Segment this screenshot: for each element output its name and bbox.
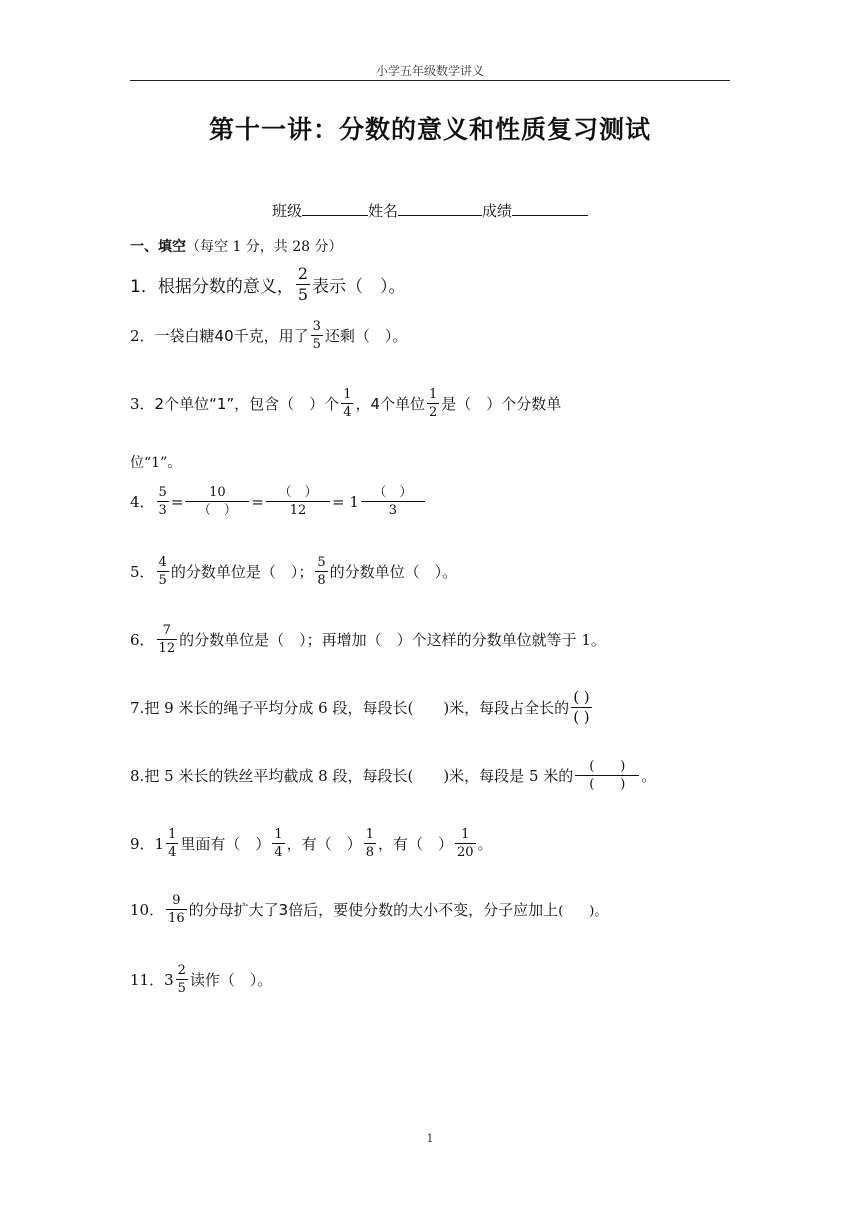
question-number: 5． [130,563,155,581]
denominator: 2 [429,405,438,420]
page-number: 1 [426,1132,434,1145]
question-number: 8. [130,766,145,785]
question-text: 把 5 米长的铁丝平均截成 8 段，每段长( )米，每段是 5 米的 [144,767,574,785]
numerator: 2 [177,963,186,978]
numerator: ( ) [589,759,626,774]
question-number: 10． [130,901,165,919]
numerator: 1 [343,387,352,402]
equals-sign: = [170,492,184,511]
question-text: ( )。 [558,904,608,919]
question-number: 2． [130,327,155,345]
question-5 [130,556,457,587]
numerator: 4 [158,555,167,570]
score-blank[interactable] [512,201,588,216]
class-label: 班级 [271,202,302,220]
question-text: 一袋白糖40千克，用了 [154,327,309,345]
score-label: 成绩 [482,202,513,220]
denominator: 5 [177,981,186,996]
question-3 [130,388,561,419]
numerator: 9 [172,893,181,908]
denominator: 8 [365,845,374,860]
question-text: 的分数单位是（ ）； [170,563,314,581]
question-number: 9． [130,835,155,853]
question-text: 的分数单位是（ ）；再增加（ ）个这样的分数单位就等 [179,631,562,649]
numerator: 1 [168,827,177,842]
denominator: 3 [158,503,167,518]
fraction [176,964,188,995]
section-heading [130,236,343,256]
question-7 [130,690,594,725]
question-number: 3． [130,395,155,413]
question-number: 7. [130,698,145,717]
denominator: ( ) [573,708,590,726]
numerator: ( ) [573,688,590,706]
fraction [272,828,284,859]
question-number: 4． [130,493,155,511]
denominator: 4 [274,845,283,860]
section-label: 一、填空 [130,239,186,255]
denominator: 20 [456,845,474,860]
denominator: 12 [266,501,330,517]
question-4 [130,486,427,517]
fraction [364,828,376,859]
question-10 [130,894,607,925]
numerator: 7 [162,623,171,638]
fraction [341,388,353,419]
fraction [575,760,639,791]
fraction [315,556,327,587]
denominator: 12 [158,641,176,656]
header-rule [130,80,730,81]
question-text: 表示（ ）。 [312,277,406,297]
question-8 [130,760,656,791]
question-text: 里面有（ ） [180,835,271,853]
question-text: 把 9 米长的绳子平均分成 6 段，每段长( )米，每段占全长的 [144,699,570,717]
numerator: 3 [312,319,321,334]
fraction [266,486,330,517]
question-11 [130,964,272,995]
fraction [166,894,187,925]
question-1 [130,266,406,303]
equals-one: = 1 [331,492,359,511]
fraction [455,828,476,859]
question-2 [130,320,407,351]
denominator: 4 [168,845,177,860]
mixed-number [155,828,181,859]
question-text: ，有（ ） [286,835,362,853]
numerator: 10 [209,485,226,500]
question-number: 1． [130,277,158,297]
denominator: 16 [168,911,185,926]
question-6 [130,624,606,655]
fraction [361,486,425,517]
class-blank[interactable] [302,201,368,216]
question-text: 。 [477,835,493,853]
fraction [311,320,323,351]
fraction [157,624,178,655]
whole-part: 1 [154,834,165,853]
whole-part: 3 [164,970,174,989]
question-number: 11． [130,971,165,989]
student-info-line [0,200,860,221]
question-text: ，4个单位 [355,395,426,413]
question-number: 6． [130,631,155,649]
numerator: （ ） [373,485,413,500]
fraction [157,486,169,517]
denominator: 5 [297,285,309,304]
numerator: 5 [317,555,326,570]
fraction [157,556,169,587]
fraction [427,388,439,419]
equals-sign: = [251,492,264,511]
denominator: （ ） [185,501,249,517]
question-text: 还剩（ ）。 [324,327,408,345]
question-text: 2个单位“1”，包含（ ）个 [154,395,340,413]
mixed-number [164,964,190,995]
denominator: 3 [361,501,425,517]
numerator: 2 [297,264,309,283]
denominator: 4 [343,405,352,420]
question-text: 于 1。 [561,631,606,649]
question-3-continued: 位“1”。 [130,455,182,471]
question-9 [130,828,493,859]
numerator: 1 [461,827,470,842]
denominator: 8 [317,573,326,588]
fraction [296,266,310,303]
numerator: 1 [274,827,283,842]
question-text: 。 [641,767,657,785]
question-text: 的分母扩大了3倍后，要使分数的大小不变，分子应加上 [188,901,559,919]
fraction [571,690,591,725]
question-text: 根据分数的意义， [157,277,294,297]
name-label: 姓名 [367,202,398,220]
question-text: 是（ ）个分数单 [441,395,562,413]
question-text: ，有（ ） [377,835,453,853]
fraction [185,486,249,517]
numerator: （ ） [278,485,318,500]
numerator: 5 [158,485,167,500]
denominator: 5 [312,337,321,352]
numerator: 1 [429,387,438,402]
section-note: （每空 1 分，共 28 分） [186,239,343,255]
denominator: ( ) [575,775,639,791]
page-header: 小学五年级数学讲义 [375,64,484,78]
question-text: 读作（ ）。 [189,971,273,989]
question-text: 的分数单位（ ）。 [329,563,458,581]
numerator: 1 [365,827,374,842]
page-title: 第十一讲：分数的意义和性质复习测试 [208,115,651,144]
name-blank[interactable] [398,201,482,216]
fraction [166,828,178,859]
denominator: 5 [158,573,167,588]
